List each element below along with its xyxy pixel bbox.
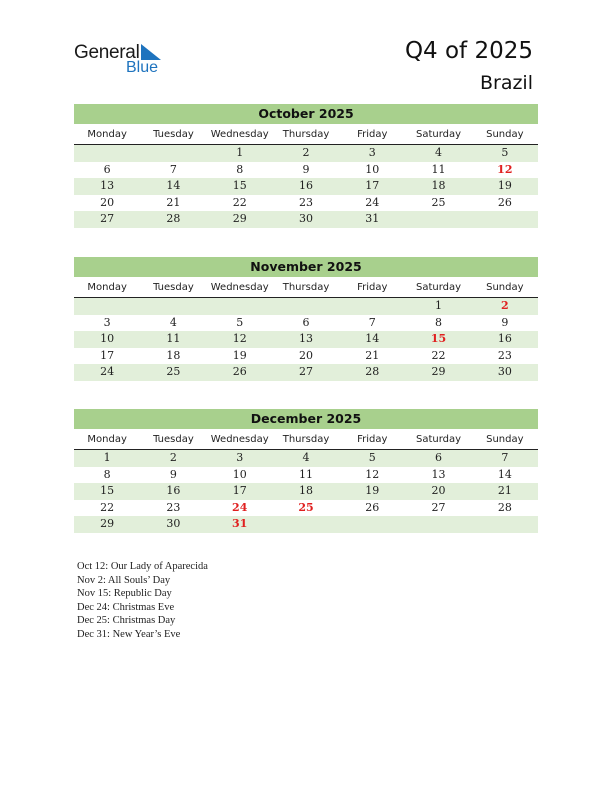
day-cell: 11	[166, 332, 181, 345]
day-cell: 14	[166, 179, 181, 192]
day-cell	[273, 298, 339, 315]
day-cell	[74, 145, 140, 162]
week-row	[74, 348, 538, 365]
holiday-day-cell: 24	[232, 500, 248, 514]
day-cell: 15	[100, 484, 115, 497]
day-cell: 7	[169, 162, 177, 176]
day-cell	[273, 516, 339, 533]
day-cell	[405, 516, 471, 533]
day-cell: 17	[365, 179, 380, 192]
day-cell: 5	[236, 315, 244, 329]
day-cell: 7	[501, 451, 509, 464]
day-cell: 5	[501, 146, 509, 159]
weekday-label: Saturday	[416, 434, 462, 445]
holiday-entry: Dec 31: New Year’s Eve	[77, 628, 181, 640]
weekday-header-row	[74, 127, 538, 145]
day-cell: 5	[368, 451, 376, 464]
day-cell: 28	[166, 212, 181, 225]
day-cell: 6	[103, 162, 111, 176]
week-row	[74, 298, 538, 315]
month-header: October 2025	[74, 104, 538, 124]
day-cell: 15	[232, 179, 247, 192]
weekday-label: Monday	[87, 129, 127, 140]
day-cell: 9	[501, 315, 509, 329]
day-cell: 18	[298, 484, 313, 497]
logo-triangle-icon	[141, 44, 161, 60]
day-cell: 26	[365, 500, 380, 514]
day-cell: 25	[166, 365, 181, 378]
weekday-label: Friday	[357, 129, 388, 140]
day-cell: 4	[302, 451, 310, 464]
holiday-entry: Oct 12: Our Lady of Aparecida	[77, 561, 208, 572]
day-cell: 30	[166, 517, 181, 530]
week-row	[74, 195, 538, 212]
day-cell: 23	[497, 348, 512, 362]
day-cell: 9	[302, 162, 310, 176]
weekday-label: Monday	[87, 434, 127, 445]
weekday-label: Saturday	[416, 282, 462, 293]
day-cell: 12	[365, 467, 380, 481]
day-cell: 21	[365, 348, 380, 362]
day-cell: 4	[435, 146, 443, 159]
day-cell: 22	[232, 195, 247, 209]
day-cell: 28	[497, 500, 512, 514]
day-cell: 8	[103, 467, 111, 481]
holiday-day-cell: 15	[430, 332, 447, 345]
weekday-label: Wednesday	[210, 282, 269, 293]
day-cell: 20	[298, 348, 313, 362]
day-cell: 29	[100, 517, 115, 530]
day-cell	[140, 145, 206, 162]
day-cell: 11	[298, 467, 313, 481]
weekday-label: Monday	[87, 282, 127, 293]
day-cell: 26	[497, 195, 512, 209]
weekday-label: Wednesday	[210, 434, 269, 445]
day-cell: 27	[431, 500, 446, 514]
day-cell: 24	[100, 365, 115, 378]
weekday-label: Thursday	[282, 129, 330, 140]
day-cell	[472, 516, 538, 533]
day-cell: 2	[302, 146, 310, 159]
day-cell: 12	[232, 332, 247, 345]
day-cell: 24	[365, 195, 380, 209]
weekday-label: Tuesday	[153, 282, 194, 293]
week-row	[74, 500, 538, 517]
weekday-label: Friday	[357, 434, 388, 445]
day-cell: 19	[365, 484, 380, 497]
weekday-label: Sunday	[486, 129, 524, 140]
day-cell: 2	[169, 451, 177, 464]
day-cell: 3	[103, 315, 111, 329]
month-calendar	[74, 257, 538, 381]
day-cell: 1	[103, 451, 111, 464]
week-row	[74, 331, 538, 348]
country-name: Brazil	[479, 72, 533, 94]
day-cell	[472, 211, 538, 228]
day-cell: 22	[100, 500, 115, 514]
day-cell: 3	[368, 146, 376, 159]
day-cell: 19	[497, 179, 512, 192]
holiday-entry: Nov 2: All Souls’ Day	[77, 574, 171, 586]
day-cell: 20	[100, 195, 115, 209]
weekday-label: Saturday	[416, 129, 462, 140]
day-cell: 13	[100, 179, 115, 192]
day-cell	[74, 298, 140, 315]
weekday-header-row	[74, 280, 538, 298]
weekday-label: Sunday	[486, 434, 524, 445]
holiday-list	[77, 560, 208, 641]
holiday-day-cell: 31	[232, 517, 248, 530]
holiday-day-cell: 2	[501, 299, 509, 312]
day-cell: 19	[232, 348, 247, 362]
day-cell: 10	[365, 162, 380, 176]
month-header: November 2025	[74, 257, 538, 277]
brand-logo	[74, 42, 174, 78]
day-cell: 22	[431, 348, 446, 362]
weekday-label: Thursday	[282, 282, 330, 293]
day-cell: 27	[100, 212, 115, 225]
page-title: Q4 of 2025	[404, 38, 533, 64]
day-cell: 28	[365, 365, 380, 378]
day-cell: 17	[100, 348, 115, 362]
day-cell: 4	[169, 315, 177, 329]
day-cell: 17	[232, 484, 247, 497]
day-cell: 21	[166, 195, 181, 209]
day-cell: 31	[365, 212, 380, 225]
month-calendar	[74, 104, 538, 228]
day-cell	[207, 298, 273, 315]
holiday-entry: Dec 25: Christmas Day	[77, 615, 176, 626]
week-row	[74, 483, 538, 500]
weekday-label: Friday	[357, 282, 388, 293]
day-cell: 13	[431, 467, 446, 481]
day-cell: 18	[166, 348, 181, 362]
day-cell: 8	[435, 315, 443, 329]
day-cell: 16	[298, 179, 313, 192]
month-header: December 2025	[74, 409, 538, 429]
weekday-label: Thursday	[282, 434, 330, 445]
week-row	[74, 516, 538, 533]
holiday-day-cell: 25	[298, 500, 314, 514]
day-cell: 26	[232, 365, 247, 378]
day-cell	[339, 298, 405, 315]
weekday-label: Tuesday	[153, 129, 194, 140]
logo-text-general: General	[74, 42, 140, 63]
day-cell: 30	[298, 212, 313, 225]
day-cell: 16	[497, 332, 512, 345]
day-cell: 9	[169, 467, 177, 481]
day-cell: 1	[435, 299, 443, 312]
weekday-label: Tuesday	[153, 434, 194, 445]
day-cell: 6	[302, 315, 310, 329]
day-cell: 30	[497, 365, 512, 378]
day-cell	[405, 211, 471, 228]
day-cell: 23	[166, 500, 181, 514]
day-cell: 29	[232, 212, 247, 225]
week-row	[74, 450, 538, 467]
day-cell: 14	[497, 467, 512, 481]
logo-text-blue: Blue	[126, 59, 159, 76]
day-cell: 1	[236, 146, 244, 159]
day-cell: 29	[431, 365, 446, 378]
week-row	[74, 467, 538, 484]
day-cell	[339, 516, 405, 533]
holiday-entry: Dec 24: Christmas Eve	[77, 601, 175, 613]
day-cell: 25	[431, 195, 446, 209]
day-cell: 18	[431, 179, 446, 192]
day-cell: 7	[368, 315, 376, 329]
day-cell: 16	[166, 484, 181, 497]
day-cell: 14	[365, 332, 380, 345]
week-row	[74, 145, 538, 162]
day-cell: 23	[298, 195, 313, 209]
day-cell: 11	[431, 162, 446, 176]
day-cell	[140, 298, 206, 315]
holiday-day-cell: 12	[497, 162, 513, 176]
week-row	[74, 315, 538, 332]
week-row	[74, 211, 538, 228]
week-row	[74, 162, 538, 179]
week-row	[74, 178, 538, 195]
day-cell: 27	[298, 365, 313, 378]
holiday-entry: Nov 15: Republic Day	[77, 588, 172, 599]
day-cell: 3	[236, 451, 244, 464]
day-cell: 20	[431, 484, 446, 497]
day-cell: 6	[435, 451, 443, 464]
week-row	[74, 364, 538, 381]
month-calendar	[74, 409, 538, 533]
weekday-label: Sunday	[486, 282, 524, 293]
day-cell: 13	[298, 332, 313, 345]
day-cell: 10	[100, 332, 115, 345]
weekday-header-row	[74, 432, 538, 450]
day-cell: 21	[497, 484, 512, 497]
day-cell: 10	[232, 467, 247, 481]
day-cell: 8	[236, 162, 244, 176]
weekday-label: Wednesday	[210, 129, 269, 140]
